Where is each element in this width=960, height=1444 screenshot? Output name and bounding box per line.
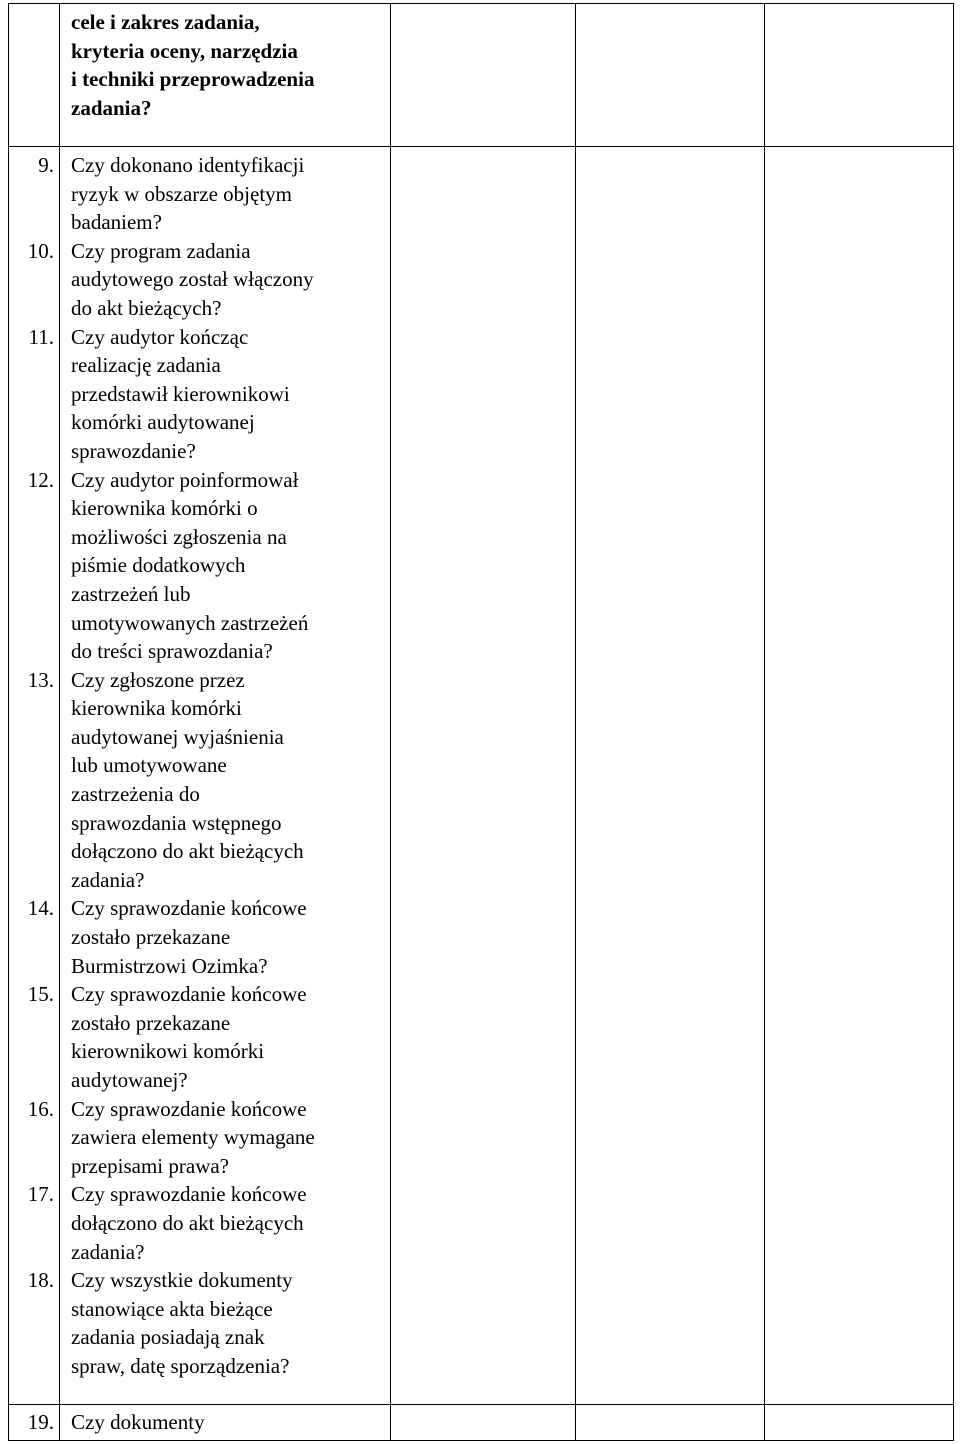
question-line: zostało przekazane xyxy=(71,925,231,950)
question-text xyxy=(71,237,386,323)
question-line: spraw, datę sporządzenia? xyxy=(71,1353,290,1378)
number-spacer xyxy=(9,1323,54,1352)
question-line: zastrzeżenia do xyxy=(71,782,200,807)
question-line: umotywowanych zastrzeżeń xyxy=(71,610,309,635)
number-spacer xyxy=(9,1009,54,1038)
number-cell-empty xyxy=(9,4,60,147)
question-line: zastrzeżeń lub xyxy=(71,581,191,606)
question-line: kierownika komórki xyxy=(71,696,242,721)
question-number xyxy=(9,980,54,1094)
answer-cell-comments[interactable] xyxy=(765,4,954,147)
question-number xyxy=(9,1405,60,1441)
question-text xyxy=(71,1266,386,1380)
question-text xyxy=(71,466,386,666)
question-line: Czy sprawozdanie końcowe xyxy=(71,1182,307,1207)
question-number xyxy=(9,466,54,666)
question-line: Czy sprawozdanie końcowe xyxy=(71,896,307,921)
question-number-text: 9. xyxy=(38,153,54,177)
question-text xyxy=(60,1405,391,1441)
question-line: przepisami prawa? xyxy=(71,1153,230,1178)
question-line: kryteria oceny, narzędzia xyxy=(71,38,298,63)
question-line: do akt bieżących? xyxy=(71,295,222,320)
number-spacer xyxy=(9,1238,54,1267)
question-line: Czy program zadania xyxy=(71,238,251,263)
question-line: ryzyk w obszarze objętym xyxy=(71,181,293,206)
question-line: Czy dokonano identyfikacji xyxy=(71,153,305,177)
question-line: komórki audytowanej xyxy=(71,410,255,435)
question-number-text: 18. xyxy=(27,1268,54,1293)
number-spacer xyxy=(9,694,54,723)
question-line: możliwości zgłoszenia na xyxy=(71,524,287,549)
question-number-text: 16. xyxy=(27,1096,54,1121)
question-line: Czy audytor poinformował xyxy=(71,467,299,492)
number-spacer xyxy=(9,408,54,437)
question-line: zadania posiadają znak xyxy=(71,1325,265,1350)
question-number-text: 11. xyxy=(28,324,54,349)
answer-cell-no[interactable] xyxy=(576,1405,765,1441)
question-line: stanowiące akta bieżące xyxy=(71,1296,273,1321)
question-text xyxy=(71,151,386,237)
question-text xyxy=(71,666,386,895)
number-spacer xyxy=(9,837,54,866)
answer-cell-no[interactable] xyxy=(576,147,765,1405)
question-number xyxy=(9,1095,54,1181)
question-number xyxy=(9,1266,54,1380)
question-line: sprawozdanie? xyxy=(71,438,196,463)
number-spacer xyxy=(9,1295,54,1324)
number-spacer xyxy=(9,866,54,895)
question-line: Czy zgłoszone przez xyxy=(71,667,245,692)
question-line: Burmistrzowi Ozimka? xyxy=(71,953,268,978)
question-line: Czy sprawozdanie końcowe xyxy=(71,1096,307,1121)
number-spacer xyxy=(9,265,54,294)
number-spacer xyxy=(9,952,54,981)
question-line: Czy sprawozdanie końcowe xyxy=(71,982,307,1007)
question-line: kierownikowi komórki xyxy=(71,1039,265,1064)
question-number-text: 12. xyxy=(27,467,54,492)
number-spacer xyxy=(9,580,54,609)
question-text xyxy=(71,894,386,980)
number-column-cell xyxy=(9,147,60,1405)
number-spacer xyxy=(9,1066,54,1095)
table-row-questions xyxy=(9,147,954,1405)
question-line: Czy audytor kończąc xyxy=(71,324,249,349)
question-line: audytowanej wyjaśnienia xyxy=(71,724,284,749)
audit-checklist-table xyxy=(8,3,954,1441)
question-number-text: 15. xyxy=(27,982,54,1007)
question-line: zadania? xyxy=(71,867,145,892)
question-number-text: 10. xyxy=(27,238,54,263)
number-spacer xyxy=(9,1123,54,1152)
question-line: Czy wszystkie dokumenty xyxy=(71,1268,293,1293)
question-line: do treści sprawozdania? xyxy=(71,639,273,664)
answer-cell-yes[interactable] xyxy=(391,1405,576,1441)
question-column-cell xyxy=(60,147,391,1405)
question-line: zawiera elementy wymagane xyxy=(71,1125,315,1150)
answer-cell-no[interactable] xyxy=(576,4,765,147)
number-spacer xyxy=(9,208,54,237)
question-line: kierownika komórki o xyxy=(71,496,258,521)
question-text xyxy=(71,980,386,1094)
question-line: piśmie dodatkowych xyxy=(71,553,246,578)
number-spacer xyxy=(9,751,54,780)
number-spacer xyxy=(9,923,54,952)
question-line: cele i zakres zadania, xyxy=(71,10,260,34)
answer-cell-comments[interactable] xyxy=(765,147,954,1405)
answer-cell-comments[interactable] xyxy=(765,1405,954,1441)
number-spacer xyxy=(9,180,54,209)
question-number xyxy=(9,323,54,466)
number-spacer xyxy=(9,637,54,666)
question-line: zostało przekazane xyxy=(71,1010,231,1035)
number-spacer xyxy=(9,1209,54,1238)
question-line: zadania? xyxy=(71,1239,145,1264)
number-spacer xyxy=(9,780,54,809)
question-number-text: 19. xyxy=(27,1410,54,1434)
question-number xyxy=(9,151,54,237)
number-spacer xyxy=(9,1152,54,1181)
question-number xyxy=(9,1180,54,1266)
number-spacer xyxy=(9,351,54,380)
number-spacer xyxy=(9,1352,54,1381)
number-spacer xyxy=(9,723,54,752)
number-spacer xyxy=(9,523,54,552)
question-number xyxy=(9,237,54,323)
question-line: audytowego został włączony xyxy=(71,267,314,292)
question-line: i techniki przeprowadzenia xyxy=(71,67,315,92)
number-spacer xyxy=(9,551,54,580)
question-text xyxy=(71,1095,386,1181)
answer-cell-yes[interactable] xyxy=(391,4,576,147)
question-number xyxy=(9,666,54,895)
question-text xyxy=(71,323,386,466)
table-row-continued xyxy=(9,4,954,147)
number-spacer xyxy=(9,494,54,523)
number-spacer xyxy=(9,380,54,409)
question-line: zadania? xyxy=(71,95,152,120)
number-spacer xyxy=(9,437,54,466)
question-line: lub umotywowane xyxy=(71,753,227,778)
question-number xyxy=(9,894,54,980)
number-spacer xyxy=(9,609,54,638)
question-text-line: Czy dokumenty xyxy=(71,1410,205,1434)
question-line: sprawozdania wstępnego xyxy=(71,810,282,835)
answer-cell-yes[interactable] xyxy=(391,147,576,1405)
number-spacer xyxy=(9,294,54,323)
table-row-19 xyxy=(9,1405,954,1441)
question-line: przedstawił kierownikowi xyxy=(71,381,290,406)
question-number-text: 13. xyxy=(27,667,54,692)
question-line: realizację zadania xyxy=(71,353,221,378)
question-cell-continued xyxy=(60,4,391,147)
question-text xyxy=(71,1180,386,1266)
question-line: dołączono do akt bieżących xyxy=(71,839,304,864)
number-spacer xyxy=(9,809,54,838)
question-line: audytowanej? xyxy=(71,1068,188,1092)
question-line: badaniem? xyxy=(71,210,162,235)
question-number-text: 17. xyxy=(27,1182,54,1207)
question-line: dołączono do akt bieżących xyxy=(71,1210,304,1235)
number-spacer xyxy=(9,1037,54,1066)
question-number-text: 14. xyxy=(27,896,54,921)
